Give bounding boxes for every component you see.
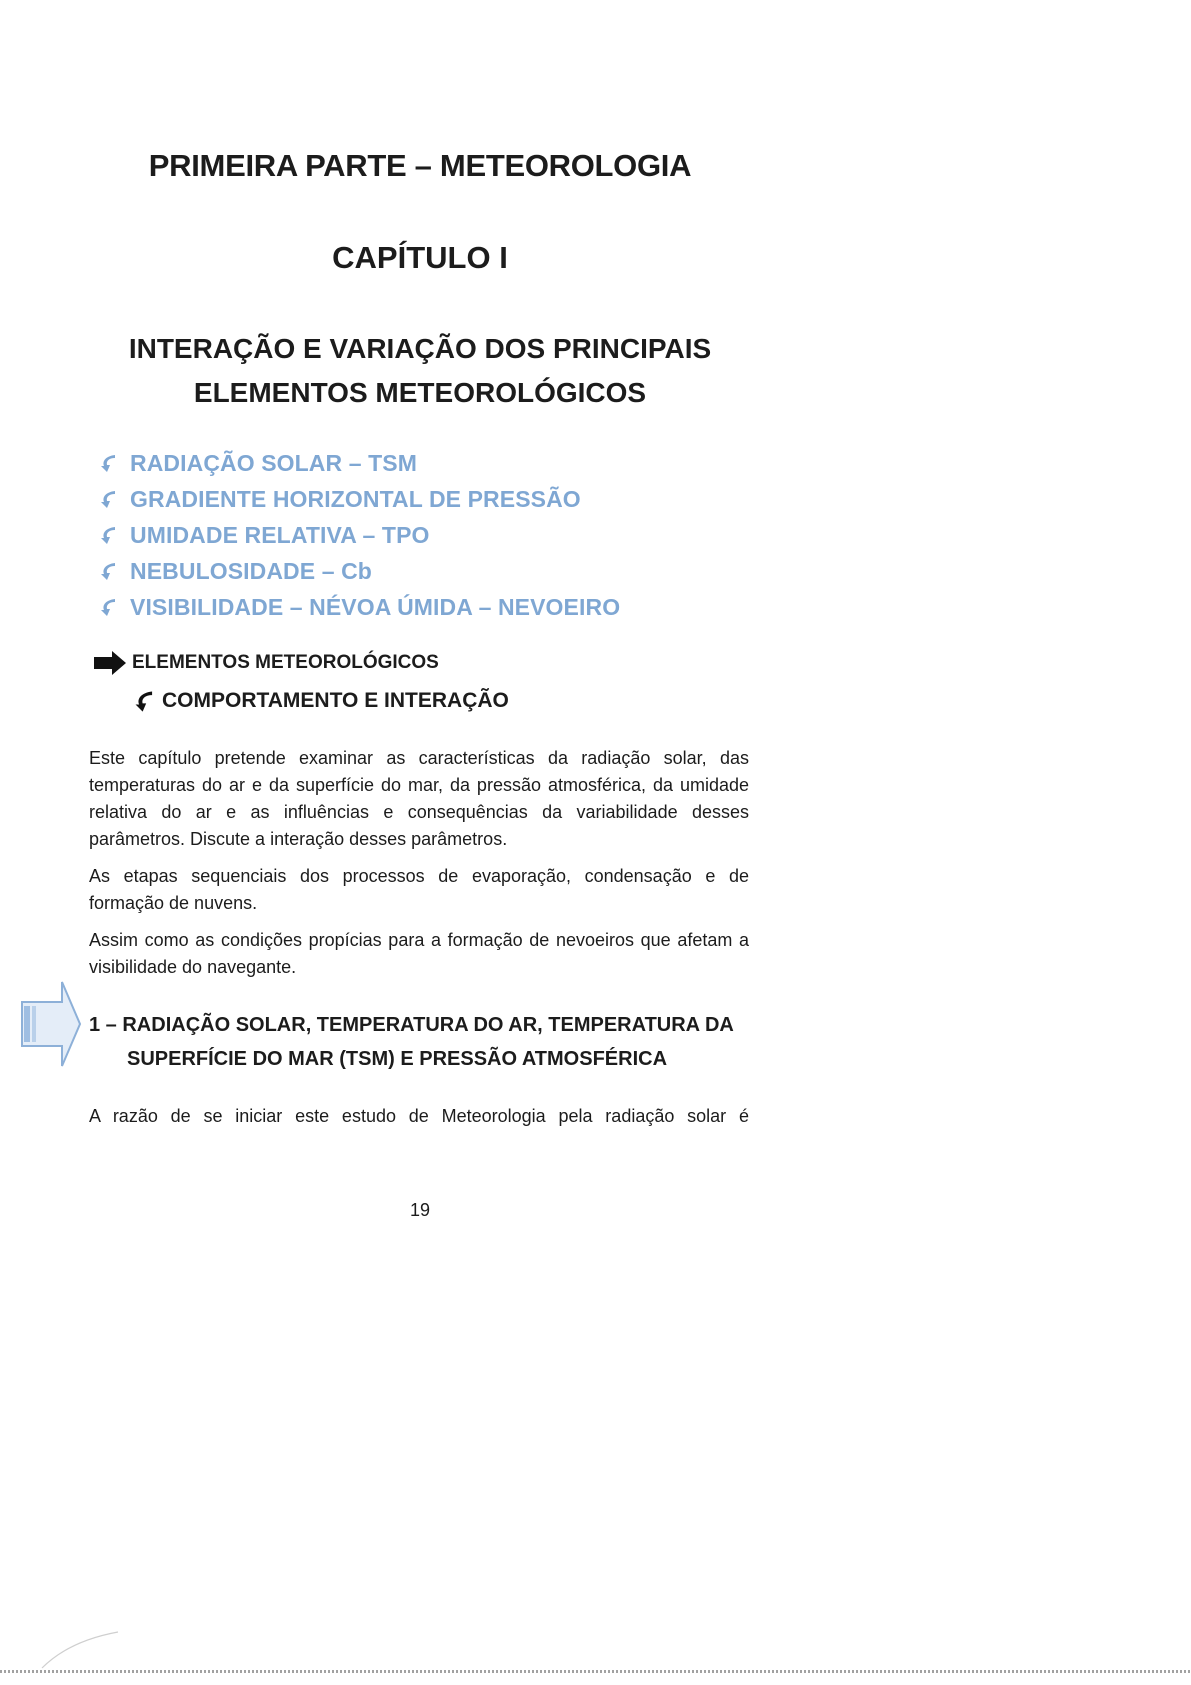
scan-edge-line bbox=[0, 1670, 1191, 1673]
topic-item bbox=[98, 517, 620, 553]
intro-paragraph: Este capítulo pretende examinar as características da radiação solar, das temperaturas do ar e da superfície do mar, da pressão atmosférica, da umidade relativa do ar e as influências e consequências da variabilidade desses parâmetros. Discute a interação desses parâmetros. bbox=[89, 748, 749, 849]
page-number: 19 bbox=[409, 1200, 431, 1220]
topic-label: NEBULOSIDADE – Cb bbox=[130, 557, 372, 584]
curved-arrow-icon bbox=[98, 452, 120, 474]
curved-arrow-icon bbox=[98, 524, 120, 546]
topic-label: RADIAÇÃO SOLAR – TSM bbox=[130, 449, 417, 476]
topic-label: GRADIENTE HORIZONTAL DE PRESSÃO bbox=[130, 485, 581, 512]
curved-arrow-icon bbox=[98, 560, 120, 582]
elements-heading-label: ELEMENTOS METEOROLÓGICOS bbox=[132, 652, 439, 673]
elements-subheading-label: COMPORTAMENTO E INTERAÇÃO bbox=[162, 689, 509, 712]
curved-arrow-icon bbox=[98, 488, 120, 510]
part-title: PRIMEIRA PARTE – METEOROLOGIA bbox=[148, 148, 692, 183]
topic-label: UMIDADE RELATIVA – TPO bbox=[130, 521, 430, 548]
right-arrow-icon bbox=[92, 650, 130, 676]
chapter-subtitle bbox=[0, 327, 840, 415]
chapter-subtitle-line2: ELEMENTOS METEOROLÓGICOS bbox=[193, 377, 647, 408]
section-arrow-icon bbox=[18, 978, 82, 1070]
intro-paragraph: As etapas sequenciais dos processos de evaporação, condensação e de formação de nuvens. bbox=[89, 866, 749, 913]
section-heading-line2: SUPERFÍCIE DO MAR (TSM) E PRESSÃO ATMOSFÉRICA bbox=[127, 1048, 668, 1070]
scan-stroke-mark bbox=[40, 1610, 120, 1670]
topic-item bbox=[98, 589, 620, 625]
topic-item bbox=[98, 553, 620, 589]
curved-arrow-icon bbox=[98, 596, 120, 618]
elements-heading bbox=[92, 650, 439, 676]
elements-subheading bbox=[132, 688, 509, 714]
section-number: 1 – bbox=[89, 1014, 123, 1036]
section-heading-line1: RADIAÇÃO SOLAR, TEMPERATURA DO AR, TEMPERATURA DA bbox=[122, 1014, 734, 1036]
intro-text bbox=[89, 745, 749, 991]
curved-arrow-icon bbox=[132, 688, 158, 714]
topic-item bbox=[98, 445, 620, 481]
topic-label: VISIBILIDADE – NÉVOA ÚMIDA – NEVOEIRO bbox=[130, 593, 621, 620]
section-heading bbox=[89, 1008, 753, 1076]
topic-list bbox=[98, 445, 620, 625]
intro-paragraph: Assim como as condições propícias para a formação de nevoeiros que afetam a visibilidade do navegante. bbox=[89, 930, 749, 977]
chapter-subtitle-line1: INTERAÇÃO E VARIAÇÃO DOS PRINCIPAIS bbox=[128, 333, 712, 364]
chapter-title: CAPÍTULO I bbox=[332, 240, 508, 275]
body-text: A razão de se iniciar este estudo de Meteorologia pela radiação solar é bbox=[89, 1106, 749, 1126]
topic-item bbox=[98, 481, 620, 517]
